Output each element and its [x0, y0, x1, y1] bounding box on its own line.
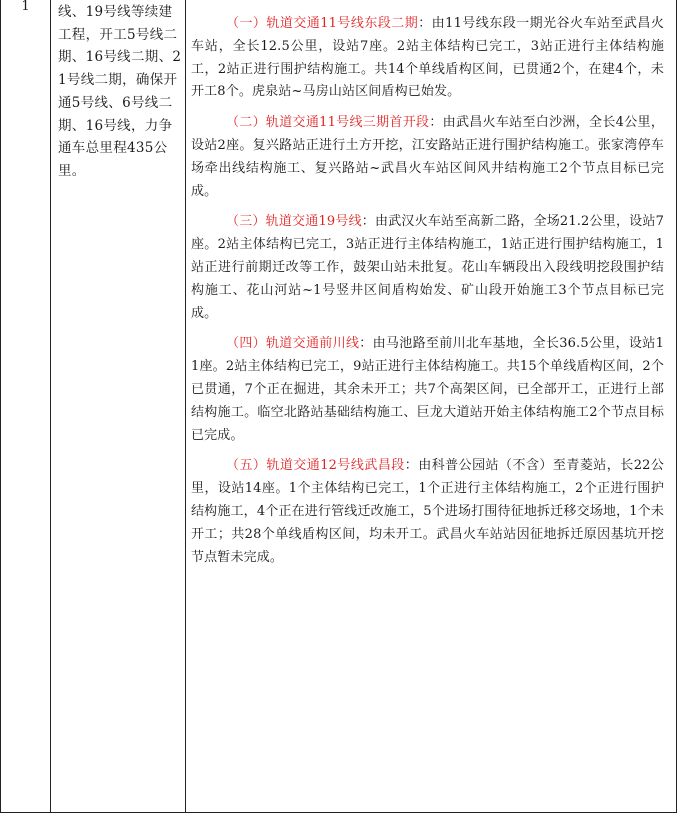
goal-text: 线、19号线等续建工程，开工5号线二期、16号线二期、21号线二期，确保开通5号线、6号线二期、16号线，力争通车总里程435公里。	[58, 4, 182, 179]
project-body: ：由马池路至前川北车基地，全长36.5公里，设站11座。2站主体结构已完工，9站正进行主体结构施工。共15个单线盾构区间，2个已贯通，7个正在掘进，其余未开工；共7个高架区间，已全部开工，正进行上部结构施工。临空北路站基础结构施工、巨龙大道站开始主体结构施工2个节点目标已完成。	[191, 336, 664, 443]
project-item	[191, 333, 664, 447]
project-item	[191, 13, 664, 104]
project-heading: （二）轨道交通11号线三期首开段	[226, 115, 430, 131]
project-item	[191, 112, 664, 203]
project-body: ：由11号线东段一期光谷火车站至武昌火车站，全长12.5公里，设站7座。2站主体结构已完工，3站正进行主体结构施工，2站正进行围护结构施工。共14个单线盾构区间，已贯通2个，在建4个，未开工8个。虎泉站~马房山站区间盾构已始发。	[191, 16, 664, 100]
project-item	[191, 211, 664, 325]
project-heading: （三）轨道交通19号线	[226, 214, 362, 230]
project-heading: （一）轨道交通11号线东段二期	[226, 16, 419, 31]
row-number-cell	[1, 0, 51, 813]
project-heading: （五）轨道交通12号线武昌段	[226, 458, 405, 474]
goal-cell	[51, 0, 186, 813]
project-body: ：由武汉火车站至高新二路，全场21.2公里，设站7座。2站主体结构已完工，3站正进行主体结构施工，1站正进行围护结构施工，1站正进行前期迁改等工作，鼓架山站未批复。花山车辆段出入段线明挖段围护结构施工、花山河站~1号竖井区间盾构始发、矿山段开始施工3个节点目标已完成。	[191, 214, 665, 321]
project-heading: （四）轨道交通前川线	[226, 336, 360, 352]
detail-cell	[186, 0, 677, 813]
project-body: ：由武昌火车站至白沙洲，全长4公里，设站2座。复兴路站正进行土方开挖，江安路站正进行围护结构施工。张家湾停车场牵出线结构施工、复兴路站~武昌火车站区间风井结构施工2个节点目标已完成。	[191, 115, 664, 199]
project-item	[191, 455, 664, 569]
table-row	[1, 0, 677, 813]
project-body: ：由科普公园站（不含）至青菱站，长22公里，设站14座。1个主体结构已完工，1个正进行主体结构施工，2个正进行围护结构施工，4个正在进行管线迁改施工，5个进场打围待征地拆迁移交场地，1个未开工；共28个单线盾构区间，均未开工。武昌火车站站因征地拆迁原因基坑开挖节点暂未完成。	[191, 458, 664, 565]
bottom-spacer	[186, 569, 676, 579]
row-number: 1	[21, 0, 30, 14]
